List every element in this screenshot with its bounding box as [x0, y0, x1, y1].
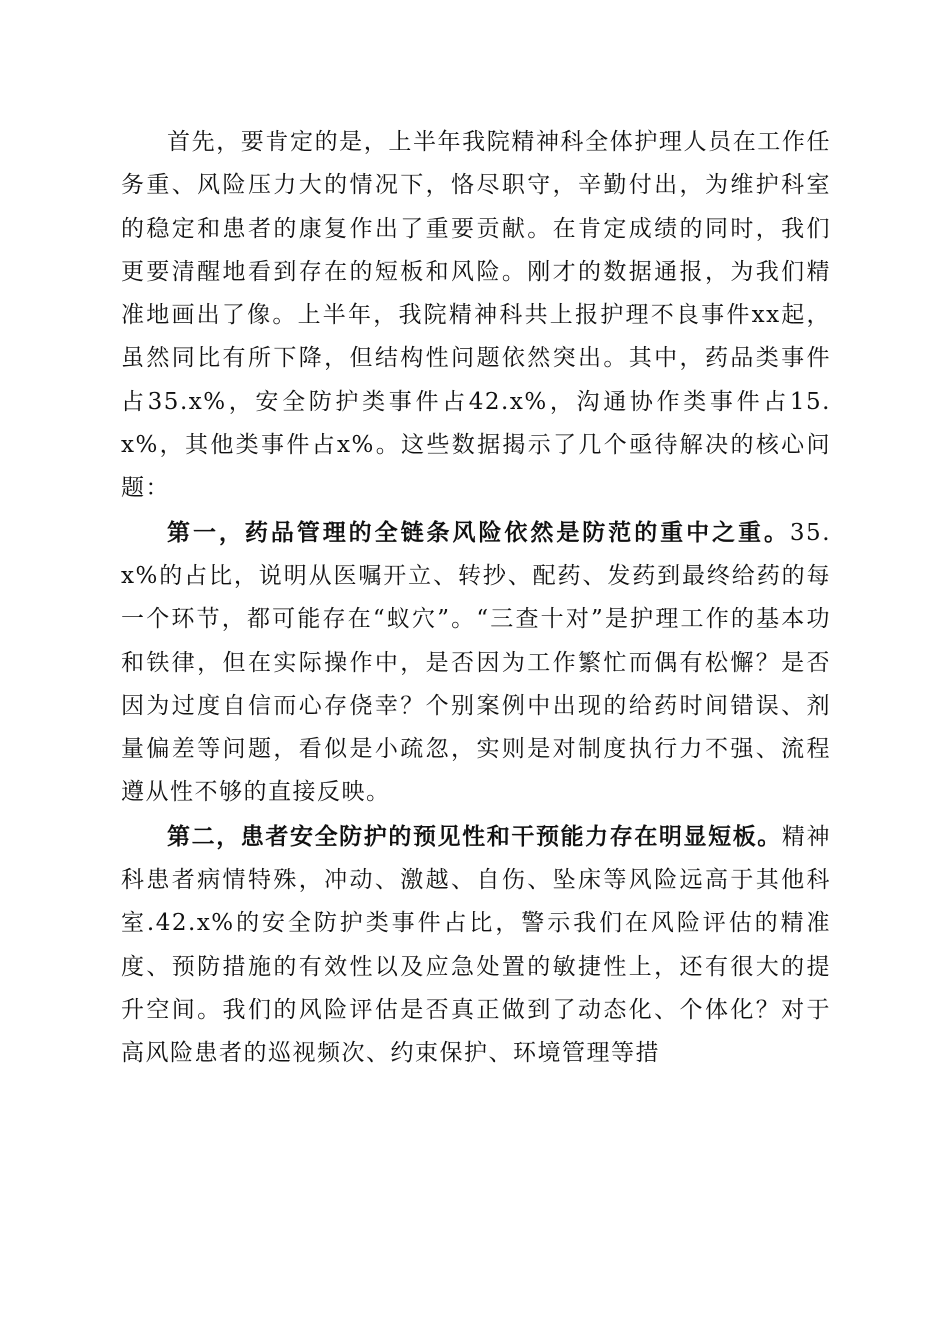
paragraph-text: 首先，要肯定的是，上半年我院精神科全体护理人员在工作任务重、风险压力大的情况下，恪尽职守，辛勤付出，为维护科室的稳定和患者的康复作出了重要贡献。在肯定成绩的同时，我们更要清醒地看到存在的短板和风险。刚才的数据通报，为我们精准地画出了像。上半年，我院精神科共上报护理不良事件xx起，虽然同比有所下降，但结构性问题依然突出。其中，药品类事件占35.x%，安全防护类事件占42.x%，沟通协作类事件占15.x%，其他类事件占x%。这些数据揭示了几个亟待解决的核心问题： — [121, 129, 831, 502]
paragraph-intro — [121, 120, 831, 511]
paragraph-text: 精神科患者病情特殊，冲动、激越、自伤、坠床等风险远高于其他科室.42.x%的安全防护类事件占比，警示我们在风险评估的精准度、预防措施的有效性以及应急处置的敏捷性上，还有很大的提升空间。我们的风险评估是否真正做到了动态化、个体化？对于高风险患者的巡视频次、约束保护、环境管理等措 — [121, 823, 832, 1067]
paragraph-lead: 第一，药品管理的全链条风险依然是防范的重中之重。 — [167, 518, 790, 546]
paragraph-point-one — [121, 511, 831, 815]
paragraph-lead: 第二，患者安全防护的预见性和干预能力存在明显短板。 — [167, 822, 782, 850]
document-body — [121, 120, 831, 1076]
paragraph-point-two — [121, 815, 831, 1076]
paragraph-text: 35.x%的占比，说明从医嘱开立、转抄、配药、发药到最终给药的每一个环节，都可能存在“蚁穴”。“三查十对”是护理工作的基本功和铁律，但在实际操作中，是否因为工作繁忙而偶有松懈？是否因为过度自信而心存侥幸？个别案例中出现的给药时间错误、剂量偏差等问题，看似是小疏忽，实则是对制度执行力不强、流程遵从性不够的直接反映。 — [121, 519, 831, 806]
